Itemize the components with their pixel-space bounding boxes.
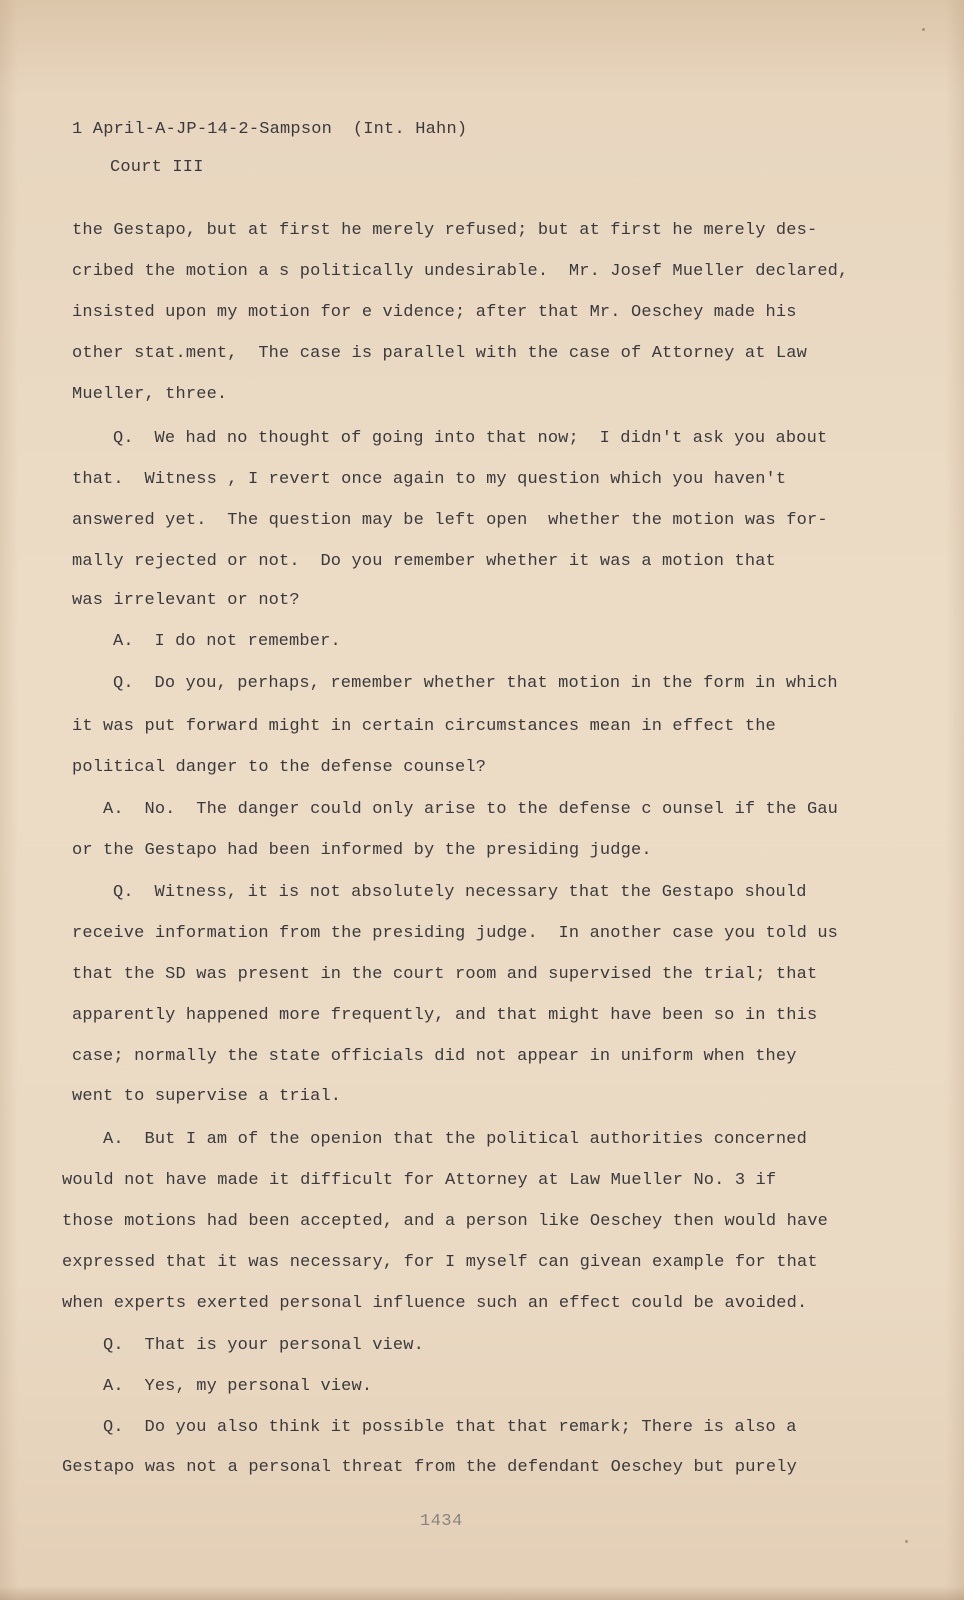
transcript-line: cribed the motion a s politically undesirable. Mr. Josef Mueller declared, [72,262,849,281]
paper-speck [922,28,925,31]
transcript-line: it was put forward might in certain circumstances mean in effect the [72,717,776,736]
transcript-line: went to supervise a trial. [72,1087,342,1106]
page-edge-right [946,0,964,1600]
transcript-line: was irrelevant or not? [72,591,300,610]
transcript-line: political danger to the defense counsel? [72,758,487,777]
transcript-line: Q. Witness, it is not absolutely necessary that the Gestapo should [82,883,807,902]
court-label: Court III [110,158,204,177]
transcript-line: expressed that it was necessary, for I myself can givean example for that [62,1253,818,1272]
transcript-line: receive information from the presiding judge. In another case you told us [72,924,839,943]
transcript-line: apparently happened more frequently, and that might have been so in this [72,1006,818,1025]
document-reference: 1 April-A-JP-14-2-Sampson (Int. Hahn) [72,120,468,139]
transcript-line: Q. Do you, perhaps, remember whether that motion in the form in which [82,674,838,693]
transcript-line: A. But I am of the openion that the political authorities concerned [72,1130,807,1149]
transcript-line: A. Yes, my personal view. [72,1377,373,1396]
transcript-line: Q. That is your personal view. [72,1336,424,1355]
transcript-line: Q. We had no thought of going into that now; I didn't ask you about [82,429,828,448]
transcript-line: insisted upon my motion for e vidence; after that Mr. Oeschey made his [72,303,797,322]
transcript-line: case; normally the state officials did not appear in uniform when they [72,1047,797,1066]
transcript-line: Q. Do you also think it possible that that remark; There is also a [72,1418,797,1437]
transcript-line: A. No. The danger could only arise to the defense c ounsel if the Gau [72,800,839,819]
transcript-line: the Gestapo, but at first he merely refused; but at first he merely des- [72,221,818,240]
transcript-line: or the Gestapo had been informed by the presiding judge. [72,841,652,860]
transcript-line: A. I do not remember. [82,632,341,651]
transcript-line: Mueller, three. [72,385,228,404]
transcript-line: that. Witness , I revert once again to my question which you haven't [72,470,787,489]
transcript-line: Gestapo was not a personal threat from the defendant Oeschey but purely [62,1458,797,1477]
transcript-line: answered yet. The question may be left open whether the motion was for- [72,511,828,530]
transcript-line: other stat.ment, The case is parallel with the case of Attorney at Law [72,344,807,363]
transcript-line: would not have made it difficult for Attorney at Law Mueller No. 3 if [62,1171,777,1190]
transcript-line: when experts exerted personal influence such an effect could be avoided. [62,1294,808,1313]
page-number: 1434 [420,1512,463,1531]
page-edge-bottom [0,1586,964,1600]
paper-speck [905,1540,908,1543]
transcript-line: mally rejected or not. Do you remember whether it was a motion that [72,552,776,571]
transcript-line: those motions had been accepted, and a person like Oeschey then would have [62,1212,829,1231]
transcript-line: that the SD was present in the court room and supervised the trial; that [72,965,818,984]
page-edge-left [0,0,18,1600]
